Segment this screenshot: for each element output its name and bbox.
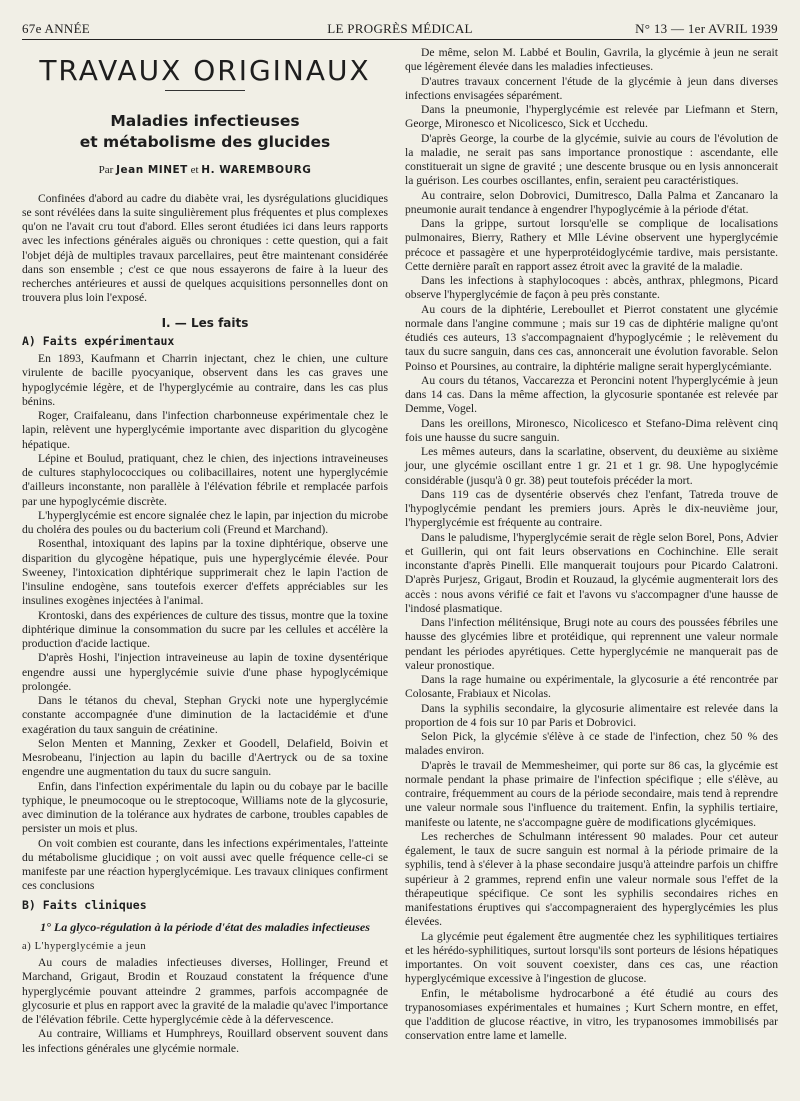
- paragraph: Enfin, le métabolisme hydrocarboné a été étudié au cours des trypanosomiases expérimentales et humaines ; Kurt Schern montre, en effet, que l'addition de glucose réactive, in vitro, les trypanosomes immobilisés par conservation entre lame et lamelle.: [405, 986, 778, 1043]
- intro-paragraph: Confinées d'abord au cadre du diabète vrai, les dysrégulations glucidiques se sont révélées dans la suite singulièrement plus fréquentes et plus complexes qu'on ne l'avait cru tout d'abord. Elles seront étudiées ici dans leurs rapports avec les infections générales aiguës ou chroniques : cette question, qui a fait l'objet déjà de multiples travaux parcellaires, peut être maintenant considérée dans son ensemble ; c'est ce que nous essayerons de faire à la lueur des recherches antérieures et aussi de quelques acquisitions personnelles dont on trouvera plus loin l'exposé.: [22, 191, 388, 305]
- paragraph: D'autres travaux concernent l'étude de la glycémie à jeun dans diverses infections envisagées séparément.: [405, 74, 778, 102]
- paragraph: De même, selon M. Labbé et Boulin, Gavrila, la glycémie à jeun ne serait que légèrement élevée dans les maladies infectieuses.: [405, 46, 778, 74]
- paragraph: En 1893, Kaufmann et Charrin injectant, chez le chien, une culture virulente de bacille pyocyanique, observent dans les cas graves une hypoglycémie légère, et de l'hyperglycémie au contraire, dans les cas plus bénins.: [22, 352, 388, 408]
- paragraph: Au cours de la diphtérie, Lereboullet et Pierrot constatent une glycémie normale dans l'angine commune ; mais sur 19 cas de diphtérie maligne qu'ont étudiés ces auteurs, 13 s'accompagnaient d'hypoglycémie ; le relèvement du taux du sucre sanguin, dans ces cas, annoncerait une évolution favorable. Selon Poinso et Poursines, au contraire, la diphtérie maligne serait hyperglycémiante.: [405, 302, 778, 373]
- paragraph: Dans 119 cas de dysentérie observés chez l'enfant, Tatreda trouve de l'hypoglycémie pendant les premiers jours. Après le dix-neuvième jour, l'hyperglycémie est fréquente au contraire.: [405, 487, 778, 530]
- paragraph: Dans la rage humaine ou expérimentale, la glycosurie a été rencontrée par Colosante, Frabiaux et Nicolas.: [405, 673, 778, 701]
- byline: [22, 163, 388, 177]
- byline-and: et: [190, 164, 199, 177]
- paragraph: Selon Menten et Manning, Zexker et Goodell, Delafield, Boivin et Mesrobeanu, l'injection au lapin du bacille d'Aertryck ou de sa toxine engendre une augmentation du taux du sucre sanguin.: [22, 736, 388, 779]
- heading-glyco-regulation: 1° La glyco-régulation à la période d'état des maladies infectieuses: [40, 919, 370, 934]
- paragraph: L'hyperglycémie est encore signalée chez le lapin, par injection du microbe du choléra des poules ou du bacterium coli (Freund et Marchand).: [22, 508, 388, 536]
- title-divider: [165, 90, 245, 91]
- paragraph: Lépine et Boulud, pratiquant, chez le chien, des injections intraveineuses de cultures staphylococciques ou colibacillaires, notent une hyperglycémie d'ailleurs inconstante, non parallèle à l'élévation fébrile et remplacée parfois par une hypoglycémie discrète.: [22, 451, 388, 508]
- paragraph: Dans les infections à staphylocoques : abcès, anthrax, phlegmons, Picard observe l'hyperglycémie de façon à peu près constante.: [405, 274, 778, 302]
- heading-hyperglycemie-a-jeun: a) L'hyperglycémie a jeun: [22, 940, 147, 952]
- paragraph: Dans le paludisme, l'hyperglycémie serait de règle selon Borel, Pons, Advier et Guillerin, qui ont fait leurs observations en Cochinchine. Elle serait inconstante d'après Pinelli. Elle manquerait toujours pour Picardo Calatroni. D'après Purjesz, Grigaut, Brodin et Rouzaud, la glycémie augmenterait lors des accès : nous avons vérifié ce fait et l'avons vu s'accompagner d'une hausse de l'indosé plasmatique.: [405, 530, 778, 615]
- paragraph: Rosenthal, intoxiquant des lapins par la toxine diphtérique, observe une disparition du glycogène hépatique, puis une hyperglycémie élevée. Pour Sweeney, l'intoxication diphtérique supprimerait chez le lapin l'action de l'insuline endogène, sans toutefois exercer d'effets appréciables sur les insulines exogènes injectées à l'animal.: [22, 537, 388, 608]
- paragraph: Dans le tétanos du cheval, Stephan Grycki note une hyperglycémie constante accompagnée d'une diminution de la lactacidémie et d'une exagération du taux sanguin de créatinine.: [22, 694, 388, 736]
- heading-faits-experimentaux: A) Faits expérimentaux: [22, 333, 175, 348]
- paragraph: Au cours de maladies infectieuses diverses, Hollinger, Freund et Marchand, Grigaut, Brodin et Rouzaud constatent la fréquence d'une hyperglycémie pouvant atteindre 2 grammes, parfois accompagnée de glycosurie et plus en rapport avec la gravité de la maladie qu'avec l'importance de l'élévation fébrile. Cette hyperglycémie cède à la défervescence.: [22, 956, 388, 1026]
- right-column: [405, 46, 778, 1061]
- author-2: H. WAREMBOURG: [201, 164, 312, 177]
- heading-les-faits: I. — Les faits: [161, 315, 249, 330]
- journal-title: LE PROGRÈS MÉDICAL: [327, 21, 473, 36]
- paragraph: D'après le travail de Memmesheimer, qui porte sur 86 cas, la glycémie est normale pendant la phase primaire de l'infection spécifique ; elle s'élève, au contraire, fréquemment au cours de la période secondaire, mais tend à reprendre une valeur normale sous l'influence du traitement. Enfin, la syphilis tertiaire, manifeste ou latente, ne s'accompagne guère de modifications glycémiques.: [405, 758, 778, 829]
- paragraph: D'après Hoshi, l'injection intraveineuse au lapin de toxine dysentérique engendre aussi une hyperglycémie suivie d'une phase hypoglycémique prolongée.: [22, 651, 388, 693]
- author-1: Jean MINET: [116, 164, 188, 177]
- paragraph: Les recherches de Schulmann intéressent 90 malades. Pour cet auteur également, le taux de sucre sanguin est normal à la période primaire de la syphilis, tend à s'élever à la phase secondaire jusqu'à atteindre parfois un chiffre supérieur à 2 grammes, reprend enfin une valeur normale sous l'effet de la thérapeutique spécifique. Ce sont les syphilis secondaires riches en manifestations éruptives qui s'accompagneraient des hyperglycémies les plus élevées.: [405, 829, 778, 929]
- paragraph: Au contraire, selon Dobrovici, Dumitresco, Dalla Palma et Zancanaro la pneumonie aurait tendance à engendrer l'hypoglycémie à la période d'état.: [405, 188, 778, 216]
- left-column: [22, 48, 388, 1061]
- paragraph: Selon Pick, la glycémie s'élève à ce stade de l'infection, chez 50 % des malades environ.: [405, 730, 778, 758]
- paragraph: Krontoski, dans des expériences de culture des tissus, montre que la toxine diphtérique diminue la consommation du sucre par les cellules et accélère la production d'acide lactique.: [22, 608, 388, 650]
- heading-faits-cliniques: B) Faits cliniques: [22, 897, 147, 912]
- issue-date: N° 13 — 1er AVRIL 1939: [635, 21, 778, 36]
- byline-prefix: Par: [98, 164, 114, 177]
- article-title: [22, 111, 388, 153]
- paragraph: Enfin, dans l'infection expérimentale du lapin ou du cobaye par le bacille typhique, le pneumocoque ou le streptocoque, Williams note de la glycosurie, avec diminution de la tolérance aux hydrates de carbone, troubles capables de persister un mois et plus.: [22, 779, 388, 836]
- year-label: 67e ANNÉE: [22, 21, 91, 36]
- paragraph: Les mêmes auteurs, dans la scarlatine, observent, du deuxième au sixième jour, une glycémie oscillant entre 1 gr. 21 et 1 gr. 98. Une hypoglycémie considérable (jusqu'à 0 gr. 38) peut toutefois précéder la mort.: [405, 445, 778, 487]
- paragraph: Dans la grippe, surtout lorsqu'elle se complique de localisations pulmonaires, Bierry, Rathery et Mlle Lévine observent une hyperglycémie précoce et passagère et une hyperprotéidoglycémie tardive, mais persistante. Cette dernière paraît en rapport assez étroit avec la gravité de la maladie.: [405, 217, 778, 273]
- paragraph: On voit combien est courante, dans les infections expérimentales, l'atteinte du métabolisme glucidique ; on voit aussi avec quelle fréquence celle-ci se manifeste par une réaction hyperglycémique. Les travaux cliniques confirment ces conclusions: [22, 836, 388, 893]
- article-title-line2: et métabolisme des glucides: [79, 133, 331, 152]
- article-title-line1: Maladies infectieuses: [110, 112, 300, 131]
- paragraph: Dans la pneumonie, l'hyperglycémie est relevée par Liefmann et Stern, George, Mironesco et Nicolicesco, Sick et Ucchedu.: [405, 103, 778, 131]
- page-header: [22, 19, 778, 40]
- paragraph: Roger, Craifaleanu, dans l'infection charbonneuse expérimentale chez le lapin, relèvent une hyperglycémie importante avec disparition du glycogène hépatique.: [22, 409, 388, 451]
- paragraph: Dans la syphilis secondaire, la glycosurie alimentaire est relevée dans la proportion de 4 fois sur 10 par Paris et Dobrovici.: [405, 701, 778, 729]
- paragraph: Au contraire, Williams et Humphreys, Rouillard observent souvent dans les infections générales une glycémie normale.: [22, 1027, 388, 1055]
- paragraph: La glycémie peut également être augmentée chez les syphilitiques tertiaires et les hérédo-syphilitiques, surtout lorsqu'ils sont porteurs de lésions hépatiques importantes. On voit souvent coexister, dans ces cas, une réaction hyperglycémique excessive à l'ingestion de glucose.: [405, 929, 778, 986]
- paragraph: Au cours du tétanos, Vaccarezza et Peroncini notent l'hyperglycémie à jeun dans 14 cas. Dans la même affection, la glycosurie spontanée est relevée par Demme, Vogel.: [405, 373, 778, 416]
- section-title: TRAVAUX ORIGINAUX: [39, 54, 371, 87]
- paragraph: Dans les oreillons, Mironesco, Nicolicesco et Stefano-Dima relèvent cinq fois une hausse du sucre sanguin.: [405, 416, 778, 444]
- paragraph: D'après George, la courbe de la glycémie, suivie au cours de l'évolution de la maladie, ne serait pas sans importance pronostique : ascendante, elle constituerait un signe de gravité ; une descente brusque ou en lysis annoncerait la guérison. Les courbes oscillantes, enfin, seraient peu caractéristiques.: [405, 131, 778, 188]
- paragraph: Dans l'infection méliténsique, Brugi note au cours des poussées fébriles une hausse des glycémies libre et protéidique, qui reprennent une valeur normale pendant les périodes apyrétiques. Cette hyperglycémie ne manquerait pas de valeur pronostique.: [405, 616, 778, 672]
